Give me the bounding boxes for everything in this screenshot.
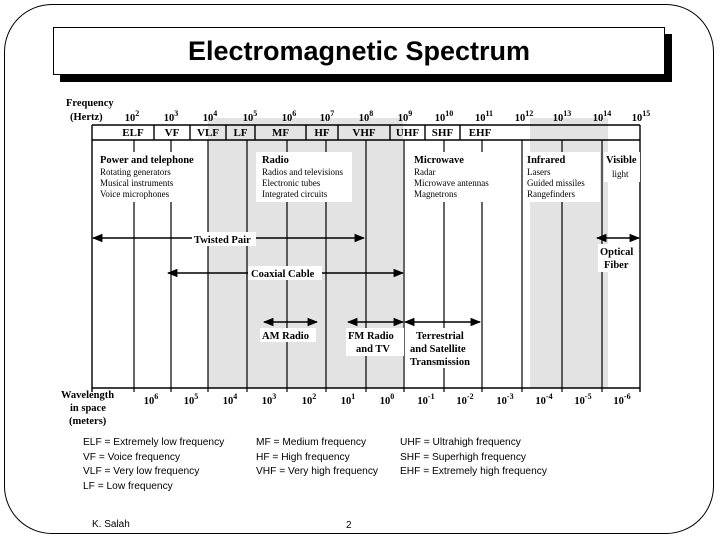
region-power-title: Power and telephone [100, 155, 194, 166]
band-label: VF [164, 127, 180, 139]
region-visible [604, 152, 640, 182]
region-power-item: Musical instruments [100, 178, 174, 188]
wavelength-tick: $10^{-3}$ [496, 392, 514, 407]
region-infrared-title: Infrared [527, 155, 566, 166]
legend-item: SHF = Superhigh frequency [400, 451, 527, 463]
frequency-tick: $10^8$ [358, 109, 374, 124]
optical-label: Optical [600, 247, 634, 258]
optical-label: Fiber [604, 260, 629, 271]
terrestrial-label: Terrestrial [416, 331, 464, 342]
wavelength-tick: $10^4$ [222, 392, 238, 407]
frequency-tick: $10^6$ [281, 109, 297, 124]
region-microwave-item: Radar [414, 167, 436, 177]
band-label: HF [314, 127, 330, 139]
region-radio-item: Integrated circuits [262, 189, 328, 199]
legend-item: VHF = Very high frequency [256, 466, 379, 477]
legend-item: LF = Low frequency [83, 480, 173, 492]
legend-item: UHF = Ultrahigh frequency [400, 437, 521, 448]
band-label: EHF [468, 127, 492, 139]
legend-item: VLF = Very low frequency [83, 466, 200, 477]
band-label: SHF [431, 127, 454, 139]
region-radio [256, 152, 352, 202]
legend-item: EHF = Extremely high frequency [400, 466, 547, 477]
wavelength-label: (meters) [69, 416, 107, 427]
region-infrared-item: Rangefinders [527, 189, 575, 199]
frequency-label: Frequency [66, 98, 114, 109]
wavelength-tick: $10^5$ [183, 392, 199, 407]
region-microwave-title: Microwave [414, 155, 464, 166]
wavelength-tick: $10^{-1}$ [417, 392, 435, 407]
wavelength-tick: $10^2$ [301, 392, 317, 407]
am-label: AM Radio [262, 331, 309, 342]
region-power-item: Voice microphones [100, 189, 170, 199]
band-label: MF [271, 127, 290, 139]
frequency-tick: $10^{12}$ [514, 109, 534, 124]
legend-col-1 [83, 436, 224, 494]
terrestrial-label: and Satellite [410, 344, 466, 355]
frequency-tick: $10^{10}$ [434, 109, 454, 124]
region-visible-item: light [612, 169, 629, 179]
frequency-tick: $10^7$ [319, 109, 335, 124]
wavelength-tick: $10^0$ [379, 392, 395, 407]
wavelength-tick: $10^{-4}$ [535, 392, 553, 407]
legend-item: HF = High frequency [256, 451, 350, 463]
page-number: 2 [346, 520, 352, 531]
frequency-tick: $10^{13}$ [552, 109, 572, 124]
frequency-tick: $10^{11}$ [474, 109, 494, 124]
region-radio-title: Radio [262, 155, 289, 166]
frequency-tick: $10^2$ [124, 109, 140, 124]
band-label: VHF [352, 127, 376, 139]
fm-label: and TV [356, 344, 390, 355]
frequency-tick: $10^9$ [397, 109, 413, 124]
frequency-axis [66, 98, 650, 124]
twisted-pair-label: Twisted Pair [194, 235, 251, 246]
hertz-label: (Hertz) [70, 112, 103, 123]
legend-item: ELF = Extremely low frequency [83, 437, 225, 448]
fm-label: FM Radio [348, 331, 394, 342]
wavelength-tick: $10^{-2}$ [456, 392, 474, 407]
footer-author: K. Salah [92, 519, 130, 530]
wavelength-tick: $10^{-5}$ [574, 392, 592, 407]
region-microwave-item: Microwave antennas [414, 178, 489, 188]
band-label: LF [233, 127, 248, 139]
region-microwave-item: Magnetrons [414, 189, 457, 199]
frequency-tick: $10^5$ [242, 109, 258, 124]
frequency-tick: $10^{14}$ [592, 109, 612, 124]
wavelength-label: in space [70, 403, 106, 414]
frequency-tick: $10^{15}$ [631, 109, 651, 124]
wavelength-tick: $10^3$ [261, 392, 277, 407]
terrestrial-satellite [405, 322, 480, 368]
slide-title: Electromagnetic Spectrum [187, 35, 531, 66]
band-label: UHF [395, 127, 420, 139]
wavelength-tick: $10^6$ [143, 392, 159, 407]
band-label: VLF [197, 127, 219, 139]
wavelength-tick: $10^1$ [340, 392, 356, 407]
region-visible-title: Visible [606, 155, 637, 166]
band-label: ELF [122, 127, 144, 139]
coaxial-label: Coaxial Cable [251, 269, 315, 280]
region-infrared-item: Guided missiles [527, 178, 585, 188]
terrestrial-label: Transmission [410, 357, 470, 368]
legend-col-3 [400, 436, 547, 480]
region-infrared-item: Lasers [527, 167, 551, 177]
wavelength-ticks [144, 392, 631, 407]
wavelength-tick: $10^{-6}$ [613, 392, 631, 407]
region-power-item: Rotating generators [100, 167, 171, 177]
region-power [98, 152, 202, 202]
wavelength-axis [61, 388, 640, 427]
legend-col-2 [256, 436, 378, 480]
wavelength-label: Wavelength [61, 390, 115, 401]
legend-item: MF = Medium frequency [256, 437, 367, 448]
region-radio-item: Electronic tubes [262, 178, 321, 188]
legend-item: VF = Voice frequency [83, 451, 181, 463]
region-infrared [524, 152, 600, 202]
frequency-tick: $10^3$ [163, 109, 179, 124]
region-microwave [412, 152, 500, 202]
frequency-tick: $10^4$ [202, 109, 218, 124]
region-radio-item: Radios and televisions [262, 167, 343, 177]
